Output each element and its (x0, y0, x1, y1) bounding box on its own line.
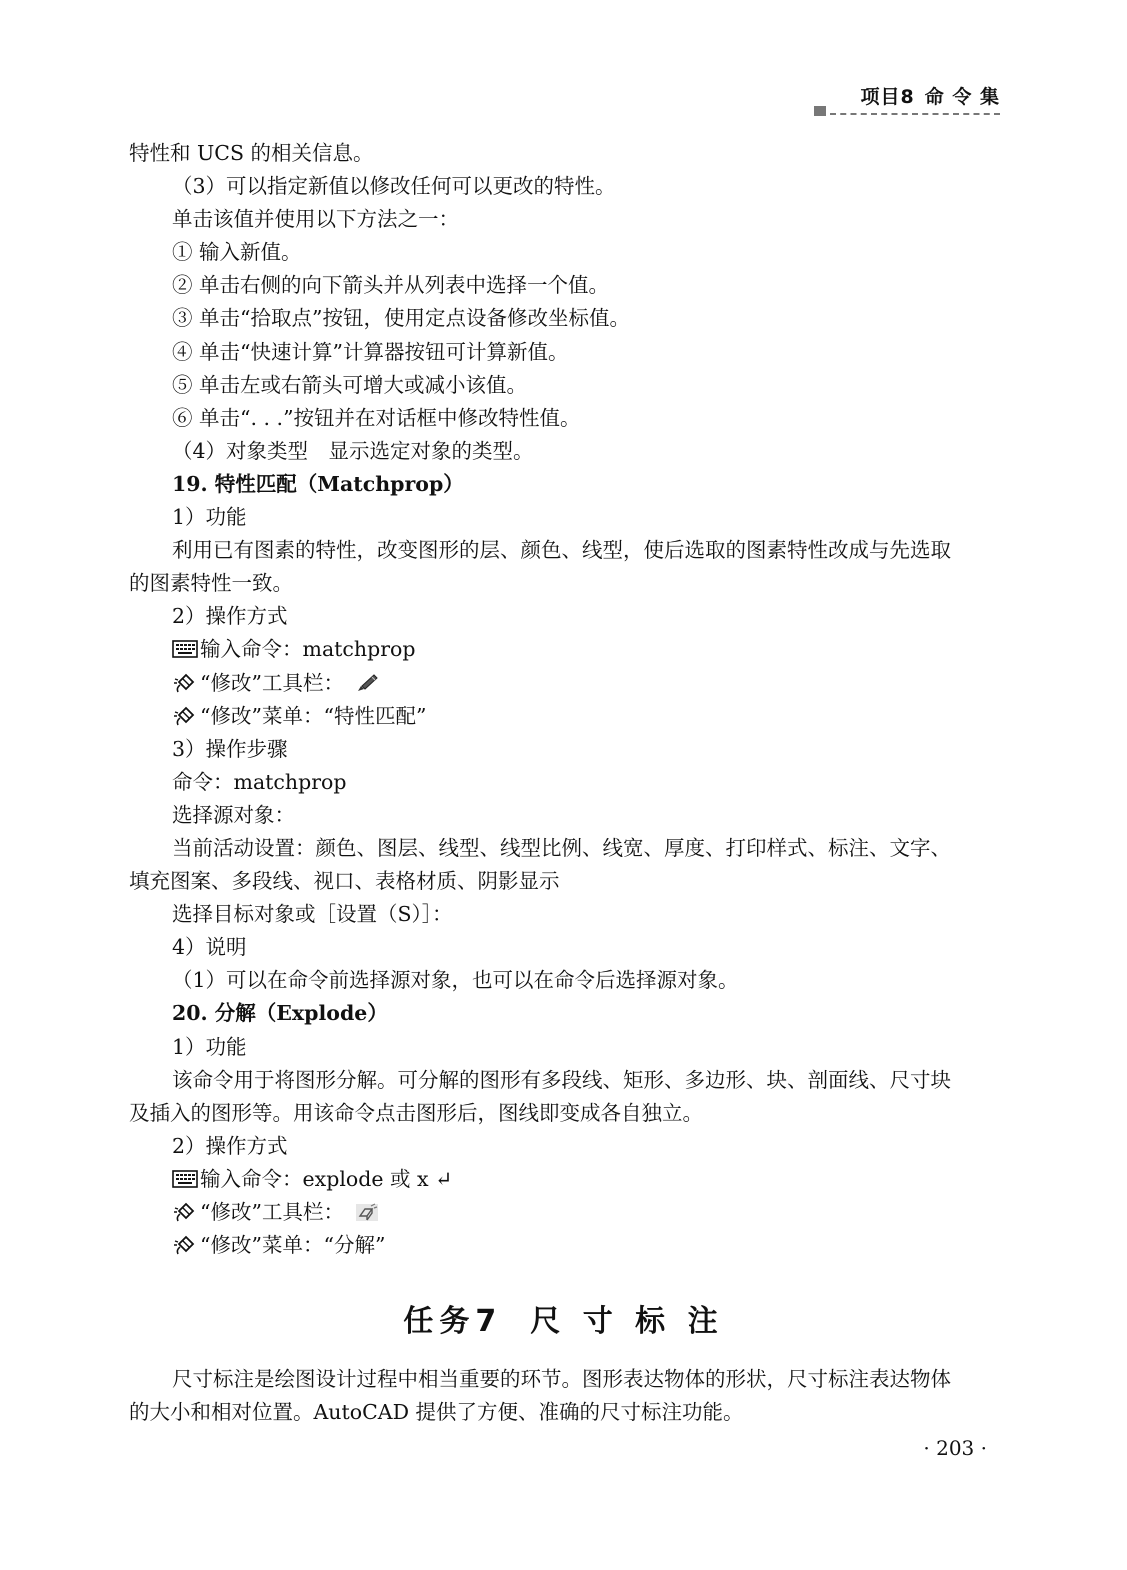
text-line: 的大小和相对位置。AutoCAD 提供了方便、准确的尺寸标注功能。 (129, 1400, 744, 1425)
menu-line: “修改”菜单：“特性匹配” (129, 700, 1001, 733)
toolbar-line: “修改”工具栏： (129, 667, 1001, 700)
text-line: ③ 单击“拾取点”按钮，使用定点设备修改坐标值。 (172, 306, 630, 331)
text-line: （1）可以在命令前选择源对象，也可以在命令后选择源对象。 (172, 968, 739, 993)
header-rule (814, 106, 1000, 116)
toolbar-line: “修改”工具栏： (129, 1196, 1001, 1229)
command-input-line: 输入命令：matchprop (129, 633, 1001, 666)
text-line: ④ 单击“快速计算”计算器按钮可计算新值。 (172, 339, 569, 364)
text-line: 尺寸标注是绘图设计过程中相当重要的环节。图形表达物体的形状，尺寸标注表达物体 (172, 1367, 951, 1391)
explode-icon (355, 1201, 379, 1223)
command-input-line: 输入命令：explode 或 x ↵ (129, 1163, 1001, 1196)
mouse-icon (172, 1235, 198, 1255)
text-line: 特性和 UCS 的相关信息。 (129, 141, 374, 165)
section-heading-matchprop: 19. 特性匹配（Matchprop） (172, 471, 464, 496)
text-line: （4）对象类型 显示选定对象的类型。 (172, 438, 534, 463)
mouse-icon (172, 1202, 198, 1222)
text-line: 选择目标对象或［设置（S）］： (172, 902, 453, 927)
text-line: 命令：matchprop (172, 769, 347, 794)
text-line: 选择源对象： (172, 802, 295, 827)
section-heading-explode: 20. 分解（Explode） (172, 1001, 388, 1026)
header-project: 项目8 (860, 86, 915, 108)
page-number: · 203 · (923, 1436, 987, 1460)
text-line: （3）可以指定新值以修改任何可以更改的特性。 (172, 174, 616, 199)
task-heading (0, 1296, 1127, 1340)
mouse-icon (172, 673, 198, 693)
text-line: 当前活动设置：颜色、图层、线型、线型比例、线宽、厚度、打印样式、标注、文字、 (172, 835, 951, 860)
text-line: ⑤ 单击左或右箭头可增大或减小该值。 (172, 372, 528, 397)
text-line: 利用已有图素的特性，改变图形的层、颜色、线型，使后选取的图素特性改成与先选取 (172, 538, 951, 563)
text-line: 的图素特性一致。 (129, 571, 293, 596)
text-line: 1）功能 (172, 1034, 247, 1059)
mouse-icon (172, 706, 198, 726)
header-title: 命 令 集 (924, 86, 1000, 108)
text-line: 填充图案、多段线、视口、表格材质、阴影显示 (129, 869, 560, 894)
text-line: 单击该值并使用以下方法之一： (172, 207, 459, 232)
running-header (861, 82, 1000, 109)
text-line: 3）操作步骤 (172, 736, 288, 761)
keyboard-icon (172, 639, 198, 659)
task-number: 任务7 (403, 1304, 503, 1339)
body-text (129, 137, 1001, 1262)
keyboard-icon (172, 1169, 198, 1189)
text-line: ① 输入新值。 (172, 240, 302, 265)
text-line: 4）说明 (172, 935, 247, 960)
text-line: 1）功能 (172, 505, 247, 530)
text-line: 2）操作方式 (172, 604, 288, 629)
task-intro (129, 1363, 1001, 1429)
menu-line: “修改”菜单：“分解” (129, 1229, 1001, 1262)
text-line: ② 单击右侧的向下箭头并从列表中选择一个值。 (172, 273, 610, 298)
text-line: 及插入的图形等。用该命令点击图形后，图线即变成各自独立。 (129, 1100, 703, 1125)
task-title-text: 尺 寸 标 注 (530, 1304, 724, 1339)
text-line: 2）操作方式 (172, 1133, 288, 1158)
text-line: ⑥ 单击“. . .”按钮并在对话框中修改特性值。 (172, 405, 581, 430)
text-line: 该命令用于将图形分解。可分解的图形有多段线、矩形、多边形、块、剖面线、尺寸块 (172, 1067, 951, 1092)
paintbrush-icon (355, 672, 379, 694)
